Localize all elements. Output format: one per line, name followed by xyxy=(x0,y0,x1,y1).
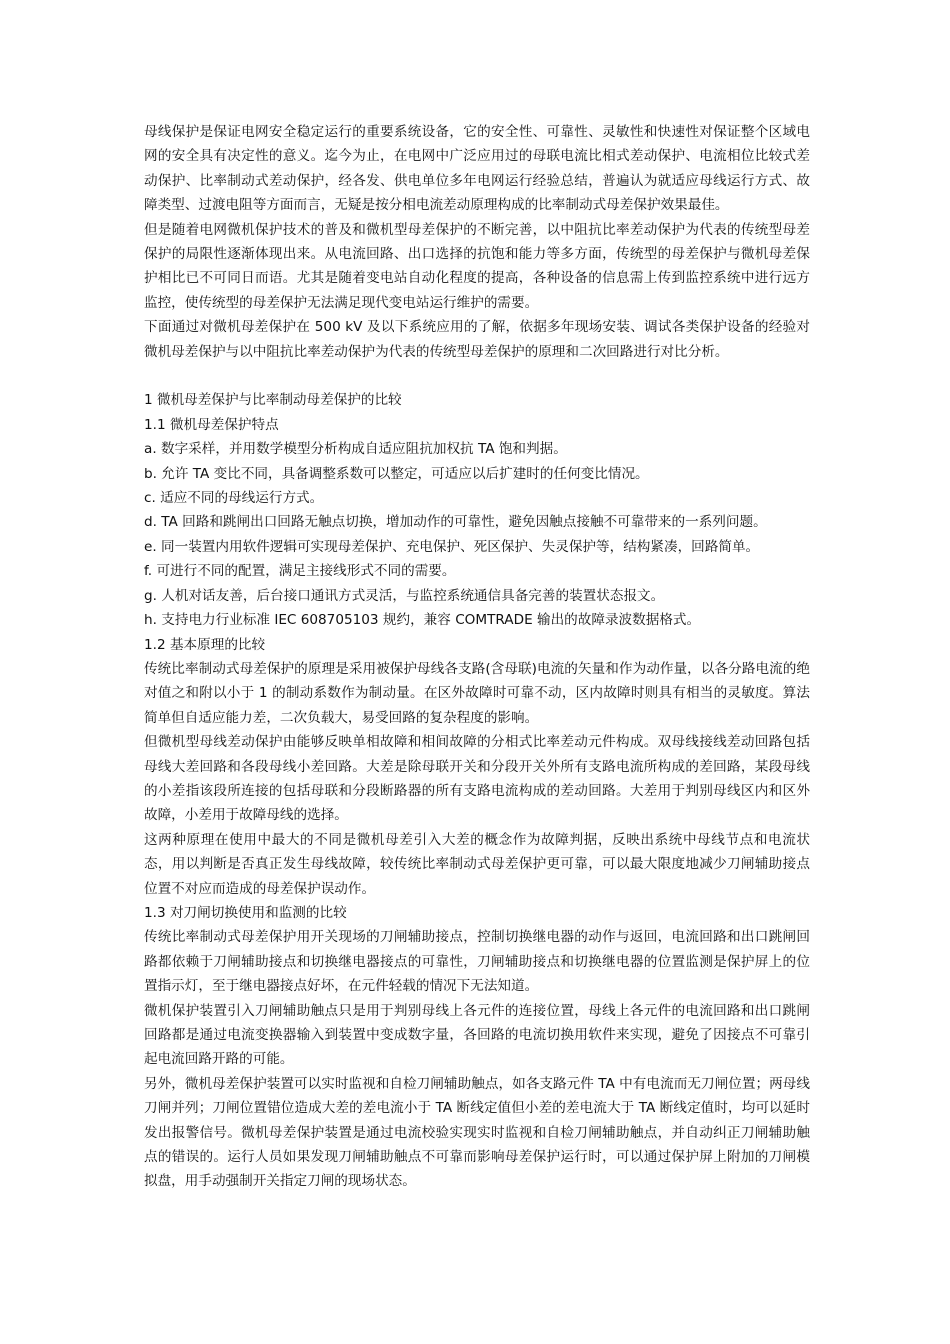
feature-item-b: b. 允许 TA 变比不同，具备调整系数可以整定，可适应以后扩建时的任何变比情况。 xyxy=(144,465,649,482)
principle-paragraph-3: 这两种原理在使用中最大的不同是微机母差引入大差的概念作为故障判据，反映出系统中母线节点和电流状态，用以判断是否真正发生母线故障，较传统比率制动式母差保护更可靠，可以最大限度地减少刀闸辅助接点位置不对应而造成的母差保护误动作。 xyxy=(144,831,810,897)
switch-paragraph-2: 微机保护装置引入刀闸辅助触点只是用于判别母线上各元件的连接位置，母线上各元件的电流回路和出口跳闸回路都是通过电流变换器输入到装置中变成数字量，各回路的电流切换用软件来实现，避免了因接点不可靠引起电流回路开路的可能。 xyxy=(144,1002,810,1068)
section-1-1-heading: 1.1 微机母差保护特点 xyxy=(144,416,279,433)
intro-paragraph-1: 母线保护是保证电网安全稳定运行的重要系统设备，它的安全性、可靠性、灵敏性和快速性对保证整个区域电网的安全具有决定性的意义。迄今为止，在电网中广泛应用过的母联电流比相式差动保护、电流相位比较式差动保护、比率制动式差动保护，经各发、供电单位多年电网运行经验总结，普遍认为就适应母线运行方式、故障类型、过渡电阻等方面而言，无疑是按分相电流差动原理构成的比率制动式母差保护效果最佳。 xyxy=(144,124,810,214)
feature-item-f: f. 可进行不同的配置，满足主接线形式不同的需要。 xyxy=(144,563,456,580)
switch-paragraph-3: 另外，微机母差保护装置可以实时监视和自检刀闸辅助触点，如各支路元件 TA 中有电流而无刀闸位置；两母线刀闸并列；刀闸位置错位造成大差的差电流小于 TA 断线定值但小差的差电流大于 TA 断线定值时，均可以延时发出报警信号。微机母差保护装置是通过电流校验实现实时监视和自检刀闸辅助触点，并自动纠正刀闸辅助触点的错误的。运行人员如果发现刀闸辅助触点不可靠而影响母差保护运行时，可以通过保护屏上附加的刀闸模拟盘，用手动强制开关指定刀闸的现场状态。 xyxy=(144,1075,810,1190)
document-page xyxy=(144,120,810,1194)
intro-paragraph-2: 但是随着电网微机保护技术的普及和微机型母差保护的不断完善，以中阻抗比率差动保护为代表的传统型母差保护的局限性逐渐体现出来。从电流回路、出口选择的抗饱和能力等多方面，传统型的母差保护与微机母差保护相比已不可同日而语。尤其是随着变电站自动化程度的提高，各种设备的信息需上传到监控系统中进行远方监控，使传统型的母差保护无法满足现代变电站运行维护的需要。 xyxy=(144,221,810,311)
feature-item-h: h. 支持电力行业标准 IEC 608705103 规约，兼容 COMTRADE 输出的故障录波数据格式。 xyxy=(144,612,701,629)
section-1-2-heading: 1.2 基本原理的比较 xyxy=(144,636,266,653)
feature-item-d: d. TA 回路和跳闸出口回路无触点切换，增加动作的可靠性，避免因触点接触不可靠带来的一系列问题。 xyxy=(144,514,767,531)
feature-item-e: e. 同一装置内用软件逻辑可实现母差保护、充电保护、死区保护、失灵保护等，结构紧凑，回路简单。 xyxy=(144,538,760,555)
section-1-heading: 1 微机母差保护与比率制动母差保护的比较 xyxy=(144,392,402,409)
principle-paragraph-2: 但微机型母线差动保护由能够反映单相故障和相间故障的分相式比率差动元件构成。双母线接线差动回路包括母线大差回路和各段母线小差回路。大差是除母联开关和分段开关外所有支路电流所构成的差回路，某段母线的小差指该段所连接的包括母联和分段断路器的所有支路电流构成的差动回路。大差用于判别母线区内和区外故障，小差用于故障母线的选择。 xyxy=(144,734,810,824)
intro-paragraph-3: 下面通过对微机母差保护在 500 kV 及以下系统应用的了解，依据多年现场安装、调试各类保护设备的经验对微机母差保护与以中阻抗比率差动保护为代表的传统型母差保护的原理和二次回路进行对比分析。 xyxy=(144,319,810,360)
blank-line xyxy=(144,364,810,388)
feature-item-c: c. 适应不同的母线运行方式。 xyxy=(144,490,324,507)
principle-paragraph-1: 传统比率制动式母差保护的原理是采用被保护母线各支路(含母联)电流的矢量和作为动作量，以各分路电流的绝对值之和附以小于 1 的制动系数作为制动量。在区外故障时可靠不动，区内故障时则具有相当的灵敏度。算法简单但自适应能力差，二次负载大，易受回路的复杂程度的影响。 xyxy=(144,660,810,726)
feature-item-g: g. 人机对话友善，后台接口通讯方式灵活，与监控系统通信具备完善的装置状态报文。 xyxy=(144,587,665,604)
section-1-3-heading: 1.3 对刀闸切换使用和监测的比较 xyxy=(144,904,347,921)
feature-item-a: a. 数字采样，并用数学模型分析构成自适应阻抗加权抗 TA 饱和判据。 xyxy=(144,441,567,458)
switch-paragraph-1: 传统比率制动式母差保护用开关现场的刀闸辅助接点，控制切换继电器的动作与返回，电流回路和出口跳闸回路都依赖于刀闸辅助接点和切换继电器接点的可靠性，刀闸辅助接点和切换继电器的位置监测是保护屏上的位置指示灯，至于继电器接点好坏，在元件轻载的情况下无法知道。 xyxy=(144,929,810,995)
